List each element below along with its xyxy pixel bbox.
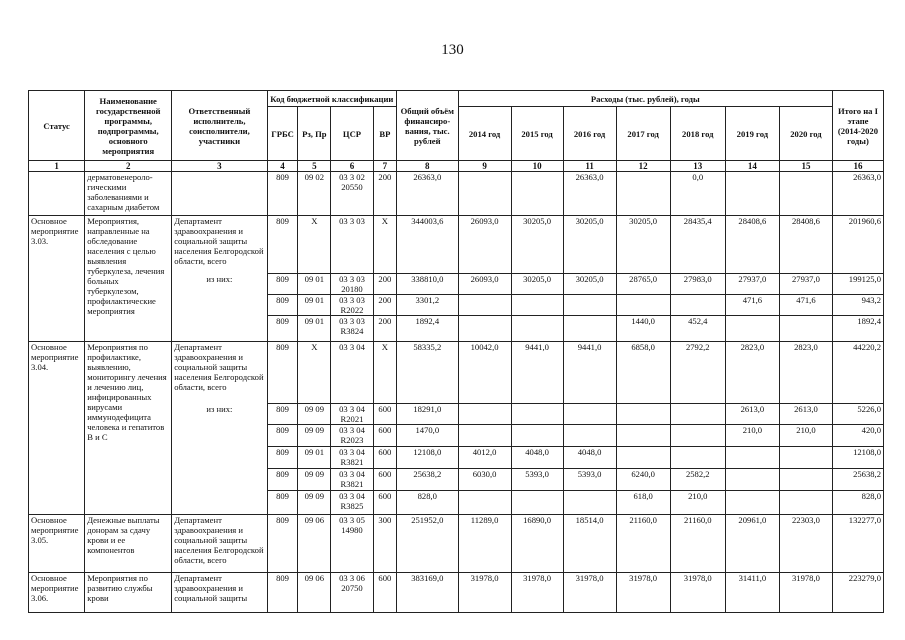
y2020-cell bbox=[779, 172, 832, 216]
total-cell: 1892,4 bbox=[397, 316, 459, 342]
y2019-cell: 471,6 bbox=[725, 295, 779, 316]
vr-cell: Х bbox=[373, 216, 396, 274]
y2015-cell: 5393,0 bbox=[511, 469, 563, 491]
y2014-cell: 11289,0 bbox=[458, 515, 511, 573]
header-2019: 2019 год bbox=[725, 107, 779, 161]
y2019-cell bbox=[725, 447, 779, 469]
executor-from-which: из них: bbox=[172, 404, 267, 515]
vr-cell: 600 bbox=[373, 404, 396, 425]
program-name-cell: Денежные выплаты донорам за сдачу крови и ее компонентов bbox=[85, 515, 172, 573]
table-row bbox=[29, 342, 884, 404]
total-cell: 26363,0 bbox=[397, 172, 459, 216]
y2020-cell: 2823,0 bbox=[779, 342, 832, 404]
col-num: 1 bbox=[29, 161, 85, 172]
program-name-cell: Мероприятия, направленные на обследование населения с целью выявления туберкулеза, лечения больных туберкулезом, профилактические мероприятия bbox=[85, 216, 172, 342]
col-num: 12 bbox=[616, 161, 670, 172]
y2014-cell: 26093,0 bbox=[458, 274, 511, 295]
status-cell: Основное мероприятие 3.05. bbox=[29, 515, 85, 573]
table-row bbox=[29, 515, 884, 573]
y2016-cell: 30205,0 bbox=[563, 274, 616, 295]
stage-total-cell: 5226,0 bbox=[832, 404, 883, 425]
stage-total-cell: 26363,0 bbox=[832, 172, 883, 216]
vr-cell: 200 bbox=[373, 172, 396, 216]
stage-total-cell: 223279,0 bbox=[832, 573, 883, 613]
total-cell: 251952,0 bbox=[397, 515, 459, 573]
y2019-cell: 31411,0 bbox=[725, 573, 779, 613]
y2014-cell bbox=[458, 404, 511, 425]
total-cell: 3301,2 bbox=[397, 295, 459, 316]
vr-cell: 600 bbox=[373, 447, 396, 469]
stage-total-cell: 44220,2 bbox=[832, 342, 883, 404]
y2019-cell: 28408,6 bbox=[725, 216, 779, 274]
col-num: 14 bbox=[725, 161, 779, 172]
rzpr-cell: Х bbox=[298, 216, 331, 274]
vr-cell: Х bbox=[373, 342, 396, 404]
rzpr-cell: 09 01 bbox=[298, 274, 331, 295]
vr-cell: 200 bbox=[373, 316, 396, 342]
grbs-cell: 809 bbox=[267, 216, 298, 274]
y2016-cell: 5393,0 bbox=[563, 469, 616, 491]
y2017-cell bbox=[616, 425, 670, 447]
csr-cell: 03 3 05 14980 bbox=[331, 515, 373, 573]
vr-cell: 600 bbox=[373, 491, 396, 515]
y2016-cell: 26363,0 bbox=[563, 172, 616, 216]
header-2015: 2015 год bbox=[511, 107, 563, 161]
y2020-cell: 28408,6 bbox=[779, 216, 832, 274]
rzpr-cell: 09 09 bbox=[298, 469, 331, 491]
y2017-cell bbox=[616, 447, 670, 469]
y2018-cell: 28435,4 bbox=[670, 216, 725, 274]
y2015-cell: 30205,0 bbox=[511, 274, 563, 295]
grbs-cell: 809 bbox=[267, 404, 298, 425]
grbs-cell: 809 bbox=[267, 274, 298, 295]
vr-cell: 600 bbox=[373, 573, 396, 613]
total-cell: 338810,0 bbox=[397, 274, 459, 295]
table-row bbox=[29, 216, 884, 274]
y2020-cell bbox=[779, 491, 832, 515]
header-total: Общий объём финансиро-вания, тыс. рублей bbox=[397, 91, 459, 161]
stage-total-cell: 420,0 bbox=[832, 425, 883, 447]
header-program: Наименование государственной программы, подпрограммы, основного мероприятия bbox=[85, 91, 172, 161]
executor-from-which: из них: bbox=[172, 274, 267, 342]
y2017-cell: 6240,0 bbox=[616, 469, 670, 491]
y2017-cell: 28765,0 bbox=[616, 274, 670, 295]
status-cell: Основное мероприятие 3.04. bbox=[29, 342, 85, 515]
header-2016: 2016 год bbox=[563, 107, 616, 161]
y2020-cell bbox=[779, 469, 832, 491]
y2015-cell: 30205,0 bbox=[511, 216, 563, 274]
grbs-cell: 809 bbox=[267, 573, 298, 613]
y2014-cell: 6030,0 bbox=[458, 469, 511, 491]
y2020-cell: 210,0 bbox=[779, 425, 832, 447]
y2018-cell: 0,0 bbox=[670, 172, 725, 216]
header-stage-total: Итого на I этапе (2014-2020 годы) bbox=[832, 91, 883, 161]
header-2018: 2018 год bbox=[670, 107, 725, 161]
stage-total-cell: 201960,6 bbox=[832, 216, 883, 274]
y2016-cell bbox=[563, 491, 616, 515]
csr-cell: 03 3 04 R2021 bbox=[331, 404, 373, 425]
y2015-cell bbox=[511, 295, 563, 316]
rzpr-cell: 09 01 bbox=[298, 447, 331, 469]
y2014-cell: 4012,0 bbox=[458, 447, 511, 469]
y2018-cell: 31978,0 bbox=[670, 573, 725, 613]
program-name-cell: Мероприятия по профилактике, выявлению, мониторингу лечения и лечению лиц, инфицированных вирусами иммунодефицита человека и гепатитов В и С bbox=[85, 342, 172, 515]
header-executor: Ответственный исполнитель, соисполнители, участники bbox=[172, 91, 267, 161]
stage-total-cell: 12108,0 bbox=[832, 447, 883, 469]
y2018-cell: 452,4 bbox=[670, 316, 725, 342]
y2018-cell bbox=[670, 425, 725, 447]
col-num: 10 bbox=[511, 161, 563, 172]
header-2020: 2020 год bbox=[779, 107, 832, 161]
csr-cell: 03 3 03 bbox=[331, 216, 373, 274]
y2018-cell bbox=[670, 404, 725, 425]
y2018-cell: 2792,2 bbox=[670, 342, 725, 404]
financing-table bbox=[28, 90, 884, 613]
y2017-cell: 6858,0 bbox=[616, 342, 670, 404]
vr-cell: 200 bbox=[373, 274, 396, 295]
col-num: 5 bbox=[298, 161, 331, 172]
executor-cell: Департамент здравоохранения и социальной защиты населения Белгородской области, всего bbox=[172, 216, 267, 274]
y2015-cell bbox=[511, 316, 563, 342]
total-cell: 25638,2 bbox=[397, 469, 459, 491]
vr-cell: 600 bbox=[373, 469, 396, 491]
y2020-cell: 2613,0 bbox=[779, 404, 832, 425]
y2015-cell bbox=[511, 172, 563, 216]
y2017-cell: 30205,0 bbox=[616, 216, 670, 274]
vr-cell: 600 bbox=[373, 425, 396, 447]
col-num: 3 bbox=[172, 161, 267, 172]
header-csr: ЦСР bbox=[331, 107, 373, 161]
y2020-cell bbox=[779, 447, 832, 469]
y2019-cell bbox=[725, 316, 779, 342]
y2014-cell: 31978,0 bbox=[458, 573, 511, 613]
y2017-cell: 31978,0 bbox=[616, 573, 670, 613]
y2016-cell bbox=[563, 316, 616, 342]
total-cell: 12108,0 bbox=[397, 447, 459, 469]
stage-total-cell: 1892,4 bbox=[832, 316, 883, 342]
y2015-cell bbox=[511, 491, 563, 515]
y2014-cell bbox=[458, 491, 511, 515]
rzpr-cell: 09 01 bbox=[298, 316, 331, 342]
program-name-cell: Мероприятия по развитию службы крови bbox=[85, 573, 172, 613]
total-cell: 1470,0 bbox=[397, 425, 459, 447]
y2019-cell bbox=[725, 172, 779, 216]
y2017-cell bbox=[616, 295, 670, 316]
y2015-cell bbox=[511, 404, 563, 425]
y2018-cell: 210,0 bbox=[670, 491, 725, 515]
rzpr-cell: 09 09 bbox=[298, 491, 331, 515]
col-num: 8 bbox=[397, 161, 459, 172]
stage-total-cell: 199125,0 bbox=[832, 274, 883, 295]
executor-cell: Департамент здравоохранения и социальной защиты населения Белгородской области, всего bbox=[172, 515, 267, 573]
y2020-cell: 471,6 bbox=[779, 295, 832, 316]
y2019-cell bbox=[725, 491, 779, 515]
y2014-cell bbox=[458, 295, 511, 316]
y2014-cell: 26093,0 bbox=[458, 216, 511, 274]
csr-cell: 03 3 03 20180 bbox=[331, 274, 373, 295]
csr-cell: 03 3 03 R2022 bbox=[331, 295, 373, 316]
col-num: 4 bbox=[267, 161, 298, 172]
y2014-cell bbox=[458, 425, 511, 447]
vr-cell: 200 bbox=[373, 295, 396, 316]
y2016-cell: 30205,0 bbox=[563, 216, 616, 274]
y2016-cell: 9441,0 bbox=[563, 342, 616, 404]
rzpr-cell: 09 02 bbox=[298, 172, 331, 216]
executor-cell bbox=[172, 172, 267, 216]
table-row bbox=[29, 573, 884, 613]
y2017-cell bbox=[616, 404, 670, 425]
csr-cell: 03 3 02 20550 bbox=[331, 172, 373, 216]
col-num: 6 bbox=[331, 161, 373, 172]
csr-cell: 03 3 04 R2023 bbox=[331, 425, 373, 447]
y2019-cell: 2823,0 bbox=[725, 342, 779, 404]
col-num: 13 bbox=[670, 161, 725, 172]
header-expenses: Расходы (тыс. рублей), годы bbox=[458, 91, 832, 107]
y2015-cell: 4048,0 bbox=[511, 447, 563, 469]
rzpr-cell: Х bbox=[298, 342, 331, 404]
executor-cell: Департамент здравоохранения и социальной защиты bbox=[172, 573, 267, 613]
total-cell: 828,0 bbox=[397, 491, 459, 515]
y2020-cell: 22303,0 bbox=[779, 515, 832, 573]
vr-cell: 300 bbox=[373, 515, 396, 573]
y2018-cell: 27983,0 bbox=[670, 274, 725, 295]
y2015-cell: 16890,0 bbox=[511, 515, 563, 573]
rzpr-cell: 09 06 bbox=[298, 515, 331, 573]
y2017-cell: 21160,0 bbox=[616, 515, 670, 573]
csr-cell: 03 3 03 R3824 bbox=[331, 316, 373, 342]
y2016-cell: 4048,0 bbox=[563, 447, 616, 469]
status-cell: Основное мероприятие 3.06. bbox=[29, 573, 85, 613]
y2019-cell: 20961,0 bbox=[725, 515, 779, 573]
header-rzpr: Рз, Пр bbox=[298, 107, 331, 161]
executor-cell: Департамент здравоохранения и социальной защиты населения Белгородской области, всего bbox=[172, 342, 267, 404]
grbs-cell: 809 bbox=[267, 295, 298, 316]
y2014-cell bbox=[458, 316, 511, 342]
column-number-row bbox=[29, 161, 884, 172]
y2014-cell: 10042,0 bbox=[458, 342, 511, 404]
grbs-cell: 809 bbox=[267, 425, 298, 447]
y2016-cell: 18514,0 bbox=[563, 515, 616, 573]
header-status: Статус bbox=[29, 91, 85, 161]
y2014-cell bbox=[458, 172, 511, 216]
y2015-cell bbox=[511, 425, 563, 447]
status-cell bbox=[29, 172, 85, 216]
y2018-cell bbox=[670, 295, 725, 316]
y2017-cell: 1440,0 bbox=[616, 316, 670, 342]
rzpr-cell: 09 09 bbox=[298, 404, 331, 425]
y2016-cell bbox=[563, 404, 616, 425]
y2019-cell: 2613,0 bbox=[725, 404, 779, 425]
col-num: 2 bbox=[85, 161, 172, 172]
csr-cell: 03 3 04 bbox=[331, 342, 373, 404]
csr-cell: 03 3 04 R3821 bbox=[331, 469, 373, 491]
grbs-cell: 809 bbox=[267, 316, 298, 342]
grbs-cell: 809 bbox=[267, 491, 298, 515]
stage-total-cell: 828,0 bbox=[832, 491, 883, 515]
y2019-cell: 27937,0 bbox=[725, 274, 779, 295]
y2016-cell: 31978,0 bbox=[563, 573, 616, 613]
rzpr-cell: 09 09 bbox=[298, 425, 331, 447]
y2016-cell bbox=[563, 425, 616, 447]
col-num: 9 bbox=[458, 161, 511, 172]
y2019-cell: 210,0 bbox=[725, 425, 779, 447]
y2018-cell: 2582,2 bbox=[670, 469, 725, 491]
header-grbs: ГРБС bbox=[267, 107, 298, 161]
y2017-cell bbox=[616, 172, 670, 216]
stage-total-cell: 132277,0 bbox=[832, 515, 883, 573]
total-cell: 344003,6 bbox=[397, 216, 459, 274]
rzpr-cell: 09 01 bbox=[298, 295, 331, 316]
col-num: 11 bbox=[563, 161, 616, 172]
y2020-cell: 27937,0 bbox=[779, 274, 832, 295]
y2017-cell: 618,0 bbox=[616, 491, 670, 515]
rzpr-cell: 09 06 bbox=[298, 573, 331, 613]
grbs-cell: 809 bbox=[267, 172, 298, 216]
grbs-cell: 809 bbox=[267, 447, 298, 469]
grbs-cell: 809 bbox=[267, 342, 298, 404]
grbs-cell: 809 bbox=[267, 469, 298, 491]
csr-cell: 03 3 06 20750 bbox=[331, 573, 373, 613]
y2015-cell: 31978,0 bbox=[511, 573, 563, 613]
header-budget-code: Код бюджетной классификации bbox=[267, 91, 396, 107]
col-num: 16 bbox=[832, 161, 883, 172]
csr-cell: 03 3 04 R3821 bbox=[331, 447, 373, 469]
total-cell: 58335,2 bbox=[397, 342, 459, 404]
total-cell: 18291,0 bbox=[397, 404, 459, 425]
y2019-cell bbox=[725, 469, 779, 491]
status-cell: Основное мероприятие 3.03. bbox=[29, 216, 85, 342]
stage-total-cell: 943,2 bbox=[832, 295, 883, 316]
y2018-cell: 21160,0 bbox=[670, 515, 725, 573]
y2018-cell bbox=[670, 447, 725, 469]
csr-cell: 03 3 04 R3825 bbox=[331, 491, 373, 515]
y2015-cell: 9441,0 bbox=[511, 342, 563, 404]
header-vr: ВР bbox=[373, 107, 396, 161]
stage-total-cell: 25638,2 bbox=[832, 469, 883, 491]
y2020-cell bbox=[779, 316, 832, 342]
program-name-cell: дерматовенероло-гическими заболеваниями и сахарным диабетом bbox=[85, 172, 172, 216]
grbs-cell: 809 bbox=[267, 515, 298, 573]
table-row bbox=[29, 172, 884, 216]
col-num: 15 bbox=[779, 161, 832, 172]
header-2017: 2017 год bbox=[616, 107, 670, 161]
y2020-cell: 31978,0 bbox=[779, 573, 832, 613]
header-2014: 2014 год bbox=[458, 107, 511, 161]
col-num: 7 bbox=[373, 161, 396, 172]
y2016-cell bbox=[563, 295, 616, 316]
total-cell: 383169,0 bbox=[397, 573, 459, 613]
page-number: 130 bbox=[441, 42, 464, 58]
